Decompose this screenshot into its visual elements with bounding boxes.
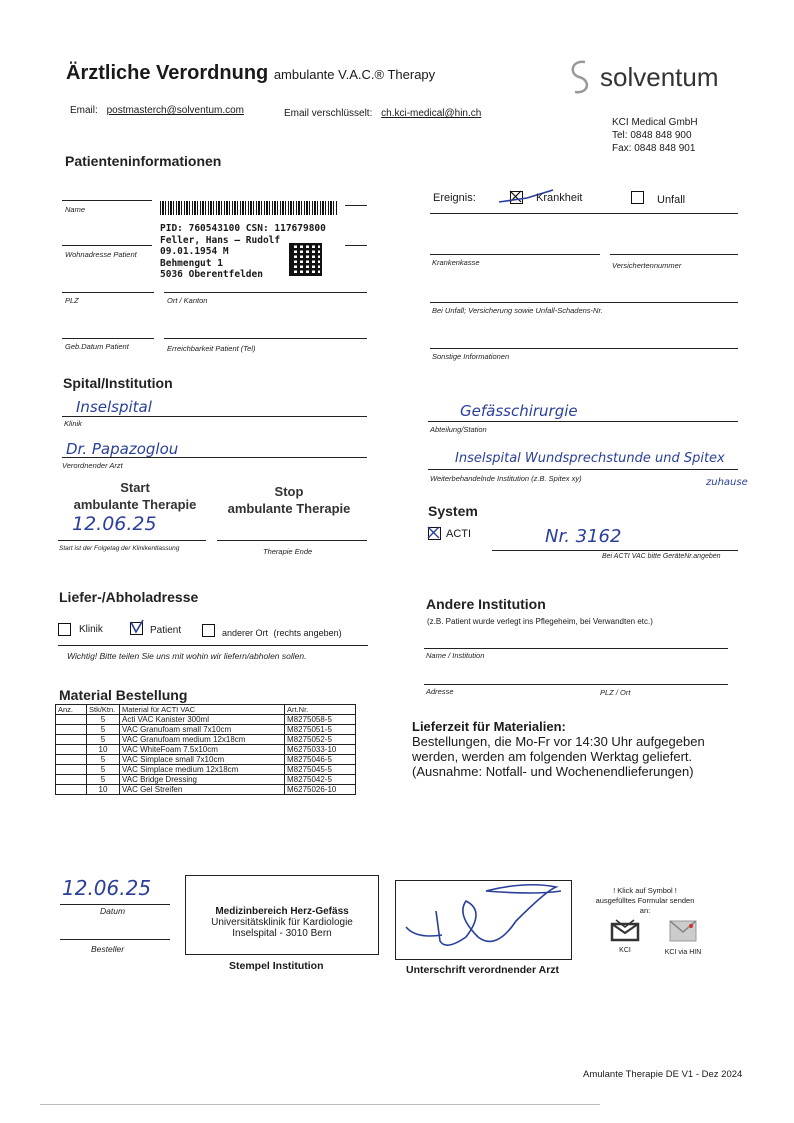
hin-envelope-icon xyxy=(668,918,698,944)
checkbox-acti[interactable] xyxy=(428,527,441,540)
qty-input[interactable] xyxy=(56,725,87,735)
patient-section-title: Patienteninformationen xyxy=(65,153,222,169)
other-institution-note: (z.B. Patient wurde verlegt ins Pflegeheim, bei Verwandten etc.) xyxy=(427,617,653,626)
email-link[interactable]: postmasterch@solventum.com xyxy=(106,105,244,116)
option-accident: Unfall xyxy=(657,194,686,206)
footer-version: Amulante Therapie DE V1 - Dez 2024 xyxy=(583,1069,743,1080)
delivery-time-block: Lieferzeit für Materialien: Bestellungen, die Mo-Fr vor 14:30 Uhr aufgegeben werden, werden am folgenden Werktag geliefert. (Ausnahme: Notfall- und Wochenendlieferungen) xyxy=(412,719,705,779)
delivery-time-title: Lieferzeit für Materialien: xyxy=(412,719,566,734)
signature-scribble-icon xyxy=(396,881,573,961)
signature-date-value: 12.06.25 xyxy=(62,876,152,900)
col-material-header: Material für ACTI VAC xyxy=(120,705,285,715)
material-table xyxy=(55,704,356,795)
email-row: Email: postmasterch@solventum.com xyxy=(70,105,244,116)
table-row: 5 VAC Simplace medium 12x18cm M8275045-5 xyxy=(56,765,356,775)
table-row: 5 VAC Granufoam medium 12x18cm M8275052-5 xyxy=(56,735,356,745)
checkmark-icon xyxy=(129,618,145,634)
doctor-signature-box xyxy=(395,880,572,960)
followup-value: Inselspital Wundsprechstunde und Spitex xyxy=(455,451,725,466)
device-number-value: Nr. 3162 xyxy=(545,526,622,547)
label-ort: Ort / Kanton xyxy=(167,296,208,305)
table-row: 10 VAC WhiteFoam 7.5x10cm M6275033-10 xyxy=(56,745,356,755)
send-note: ! Klick auf Symbol ! ausgefülltes Formular senden an: xyxy=(595,886,695,915)
table-row: 5 VAC Bridge Dressing M8275042-5 xyxy=(56,775,356,785)
label-clinic: Klinik xyxy=(64,419,82,428)
col-pack-header: Stk/Ktn. xyxy=(87,705,120,715)
label-name: Name xyxy=(65,205,86,214)
followup-value-2: zuhause xyxy=(706,477,748,488)
qty-input[interactable] xyxy=(56,775,87,785)
qty-input[interactable] xyxy=(56,785,87,795)
option-illness: Krankheit xyxy=(536,192,583,204)
label-insured-no: Versichertennummer xyxy=(612,261,682,270)
col-qty-header: Anz. xyxy=(56,705,87,715)
solventum-logo-icon xyxy=(565,56,595,98)
qty-input[interactable] xyxy=(56,765,87,775)
start-note: Start ist der Folgetag der Klinikentlassung xyxy=(59,545,180,552)
company-address: KCI Medical GmbH Tel: 0848 848 900 Fax: 0848 848 901 xyxy=(612,117,698,154)
label-stamp: Stempel Institution xyxy=(229,960,324,972)
other-institution-title: Andere Institution xyxy=(426,596,546,612)
send-kci-button[interactable]: KCI xyxy=(610,918,640,954)
label-other-plz: PLZ / Ort xyxy=(600,688,631,697)
delivery-section-title: Liefer-/Abholadresse xyxy=(59,589,199,605)
label-other-name: Name / Institution xyxy=(426,651,485,660)
label-accident-insurance: Bei Unfall; Versicherung sowie Unfall-Schadens-Nr. xyxy=(432,306,603,315)
send-hin-button[interactable]: KCI via HIN xyxy=(660,918,706,956)
delivery-warning: Wichtig! Bitte teilen Sie uns mit wohin wir liefern/abholen sollen. xyxy=(67,651,307,661)
brand-name: solventum xyxy=(600,62,719,92)
checkbox-accident[interactable] xyxy=(631,191,644,204)
table-row: 10 VAC Gel Streifen M6275026-10 xyxy=(56,785,356,795)
checkbox-delivery-clinic[interactable] xyxy=(58,623,71,636)
material-section-title: Material Bestellung xyxy=(59,687,188,703)
qty-input[interactable] xyxy=(56,715,87,725)
barcode xyxy=(160,201,338,215)
qty-input[interactable] xyxy=(56,755,87,765)
institution-stamp: Medizinbereich Herz-Gefäss Universitätsklinik für Kardiologie Inselspital - 3010 Bern xyxy=(185,875,379,955)
department-value: Gefässchirurgie xyxy=(460,402,578,420)
doctor-value: Dr. Papazoglou xyxy=(66,440,179,458)
subtitle-text: ambulante V.A.C.® Therapy xyxy=(273,67,436,82)
label-orderer: Besteller xyxy=(91,944,125,954)
start-therapy-title: Start ambulante Therapie xyxy=(73,480,197,512)
col-art-header: Art.Nr. xyxy=(285,705,356,715)
label-other-address: Adresse xyxy=(426,687,454,696)
title-text: Ärztliche Verordnung xyxy=(66,62,269,84)
label-plz: PLZ xyxy=(65,296,79,305)
envelope-icon xyxy=(610,918,640,942)
label-followup: Weiterbehandelnde Institution (z.B. Spitex xy) xyxy=(430,474,582,483)
stop-therapy-title: Stop ambulante Therapie xyxy=(227,484,351,516)
start-date-value: 12.06.25 xyxy=(72,513,157,535)
qty-input[interactable] xyxy=(56,735,87,745)
checkbox-delivery-other[interactable] xyxy=(202,624,215,637)
hospital-section-title: Spital/Institution xyxy=(63,375,173,391)
label-dob: Geb.Datum Patient xyxy=(65,342,129,351)
table-row: 5 Acti VAC Kanister 300ml M8275058-5 xyxy=(56,715,356,725)
form-title xyxy=(66,62,435,85)
label-phone: Erreichbarkeit Patient (Tel) xyxy=(167,344,256,353)
clinic-value: Inselspital xyxy=(76,398,152,416)
email-encrypted-link[interactable]: ch.kci-medical@hin.ch xyxy=(381,108,482,119)
table-row: 5 VAC Simplace small 7x10cm M8275046-5 xyxy=(56,755,356,765)
checkmark-icon xyxy=(427,526,440,539)
email-encrypted-row: Email verschlüsselt: ch.kci-medical@hin.ch xyxy=(284,108,482,119)
device-note: Bei ACTI VAC bitte GeräteNr.angeben xyxy=(602,553,721,560)
label-signature: Unterschrift verordnender Arzt xyxy=(406,964,560,976)
qr-code-icon xyxy=(289,243,322,276)
stop-note: Therapie Ende xyxy=(263,547,313,556)
patient-sticker: PID: 760543100 CSN: 117679800 Feller, Hans – Rudolf 09.01.1954 M Behmengut 1 5036 Oberentfelden xyxy=(160,223,326,280)
qty-input[interactable] xyxy=(56,745,87,755)
label-date: Datum xyxy=(100,906,126,916)
table-header-row xyxy=(56,705,356,715)
option-delivery-clinic: Klinik xyxy=(79,624,103,635)
option-acti: ACTI xyxy=(446,528,472,540)
option-delivery-patient: Patient xyxy=(150,625,182,636)
label-address: Wohnadresse Patient xyxy=(65,250,137,259)
event-label: Ereignis: xyxy=(433,192,476,204)
option-delivery-other: anderer Ort (rechts angeben) xyxy=(222,628,342,638)
system-section-title: System xyxy=(428,503,478,519)
label-insurance: Krankenkasse xyxy=(432,258,480,267)
checkbox-delivery-patient[interactable] xyxy=(130,622,143,635)
label-department: Abteilung/Station xyxy=(430,425,487,434)
brand-logo xyxy=(565,56,595,103)
label-doctor: Verordnender Arzt xyxy=(62,461,123,470)
label-other-info: Sonstige Informationen xyxy=(432,352,510,361)
table-row: 5 VAC Granufoam small 7x10cm M8275051-5 xyxy=(56,725,356,735)
